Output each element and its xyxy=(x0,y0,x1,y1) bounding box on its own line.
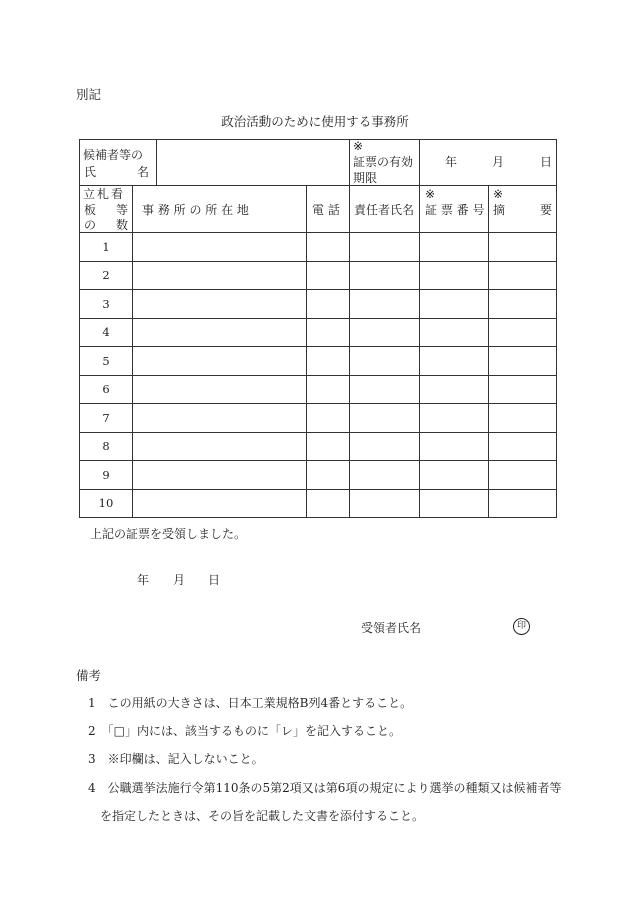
validity-date-day: 日 xyxy=(540,155,553,169)
note-item: 3 ※印欄は、記入しないこと。 xyxy=(88,752,264,766)
cert-mark: ※ xyxy=(425,187,436,201)
note-item: 1 この用紙の大きさは、日本工業規格B列4番とすること。 xyxy=(88,696,413,710)
document-title: 政治活動のために使用する事務所 xyxy=(221,114,409,129)
validity-date-month: 月 xyxy=(492,155,505,169)
row-number: 1 xyxy=(102,240,110,254)
row-number: 7 xyxy=(102,411,110,425)
sign-count-header-ita: 板 xyxy=(84,203,97,217)
row-number: 2 xyxy=(102,268,110,282)
responsible-header: 責任者氏名 xyxy=(354,203,415,217)
row-number: 3 xyxy=(102,297,110,311)
remarks-mark: ※ xyxy=(493,187,504,201)
note-item: 2 「□」内には、該当するものに「レ」を記入すること。 xyxy=(88,724,401,738)
sign-count-header-to: 等 xyxy=(116,203,129,217)
sign-count-header-kazu: 数 xyxy=(116,218,129,232)
validity-label: 証票の有効 xyxy=(353,155,414,169)
notes-heading: 備考 xyxy=(76,668,102,683)
validity-mark: ※ xyxy=(353,139,364,153)
sign-count-header-no: の xyxy=(84,218,97,232)
seal-mark: 印 xyxy=(513,618,530,635)
row-number: 9 xyxy=(102,468,110,482)
row-number: 10 xyxy=(98,496,114,510)
remarks-header-you: 要 xyxy=(540,203,553,217)
candidate-name-label-shi: 氏 xyxy=(84,165,97,179)
validity-date-year: 年 xyxy=(445,155,458,169)
receipt-year: 年 xyxy=(137,573,150,587)
annex-label: 別記 xyxy=(76,87,102,102)
candidate-name-label: 候補者等の xyxy=(83,148,144,162)
note-item: を指定したときは、その旨を記載した文書を添付すること。 xyxy=(88,809,425,823)
cert-number-header: 証 票 番 号 xyxy=(425,203,485,217)
phone-header: 電 話 xyxy=(312,203,340,217)
note-item: 4 公職選挙法施行令第110条の5第2項又は第6項の規定により選挙の種類又は候補者等 xyxy=(88,781,562,795)
row-number: 4 xyxy=(102,325,110,339)
address-header: 事 務 所 の 所 在 地 xyxy=(142,203,249,217)
receipt-month: 月 xyxy=(173,573,186,587)
receipt-statement: 上記の証票を受領しました。 xyxy=(90,527,247,541)
validity-label-line2: 期限 xyxy=(353,171,378,185)
row-number: 6 xyxy=(102,382,110,396)
remarks-header-teki: 摘 xyxy=(493,203,506,217)
sign-count-header: 立札看 xyxy=(83,187,126,201)
receipt-day: 日 xyxy=(208,573,221,587)
row-number: 5 xyxy=(102,354,110,368)
row-number: 8 xyxy=(102,439,110,453)
candidate-name-field[interactable] xyxy=(157,140,349,185)
receiver-name-label: 受領者氏名 xyxy=(361,621,422,635)
candidate-name-label-mei: 名 xyxy=(137,165,150,179)
